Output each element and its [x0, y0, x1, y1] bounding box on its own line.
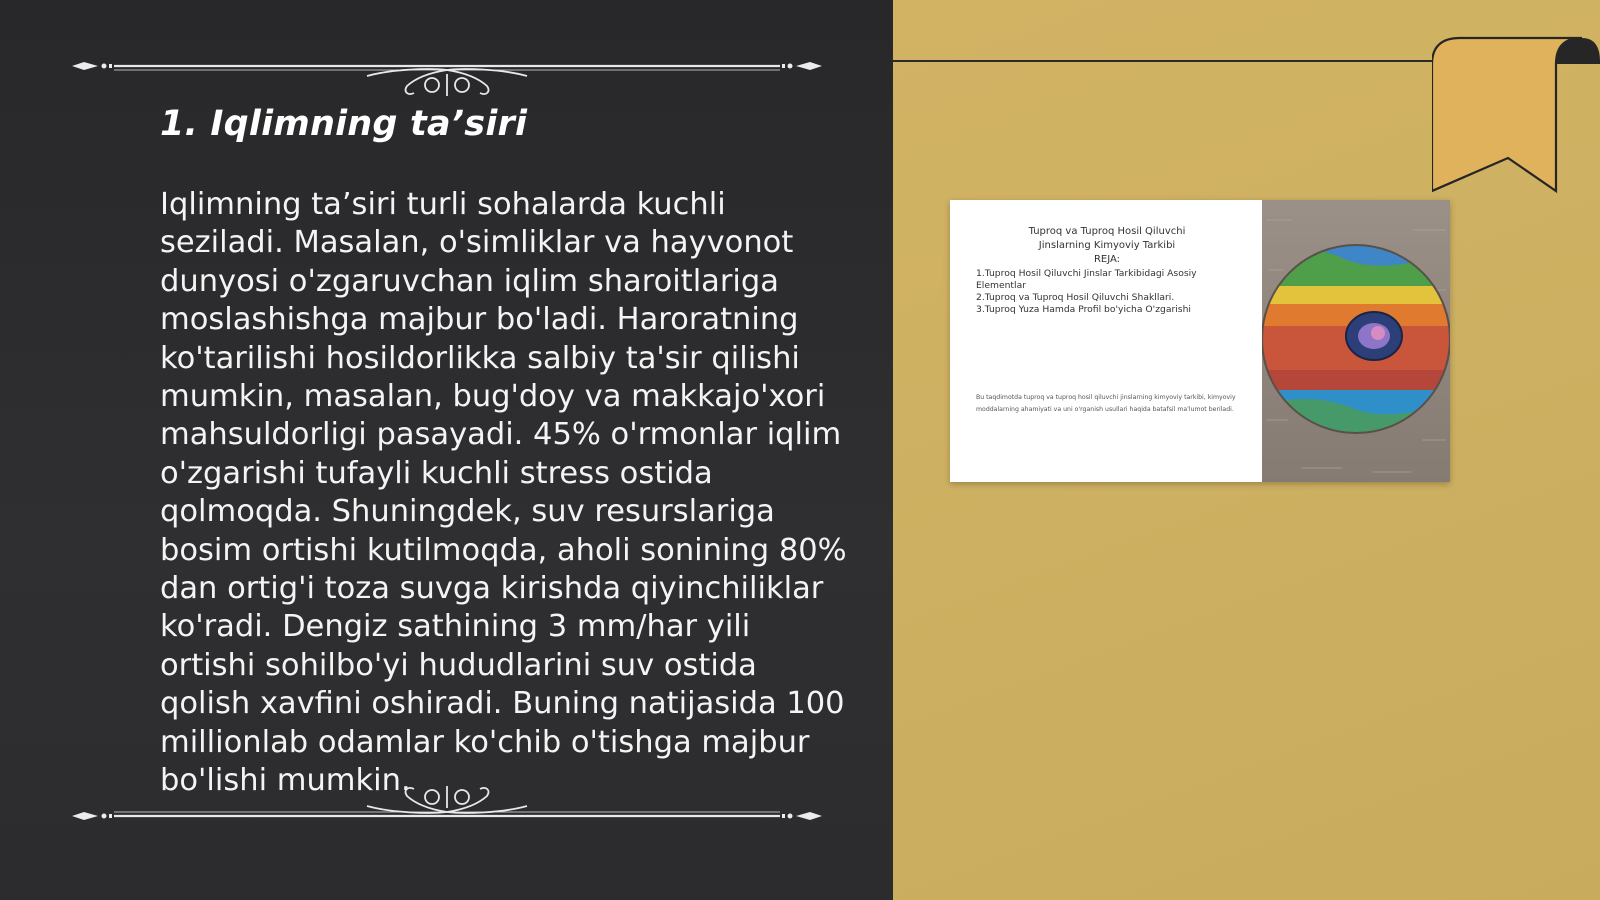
thumbnail-plan-item-1: 1.Tuproq Hosil Qiluvchi Jinslar Tarkibidagi Asosiy Elementlar [976, 268, 1197, 291]
bookmark-ribbon-icon [1432, 34, 1600, 202]
decor-horizontal-line [893, 60, 1438, 62]
earth-soil-layers-illustration [1262, 200, 1450, 482]
bottom-ornament-divider [62, 774, 832, 834]
thumbnail-plan-item-3: 3.Tuproq Yuza Hamda Profil bo'yicha O'zgarishi [976, 304, 1191, 315]
top-ornament-divider [62, 36, 832, 96]
thumbnail-title-line-1: Tuproq va Tuproq Hosil Qiluvchi [1028, 226, 1186, 237]
thumbnail-text-block [976, 226, 1238, 316]
slide-body-text: Iqlimning ta’siri turli sohalarda kuchli seziladi. Masalan, o'simliklar va hayvonot dunyosi o'zgaruvchan iqlim sharoitlariga moslashishga majbur bo'ladi. Haroratning ko'tarilishi hosildorlikka salbiy ta'sir qilishi mumkin, masalan, bug'doy va makkajo'xori mahsuldorligi pasayadi. 45% o'rmonlar iqlim o'zgarishi tufayli kuchli stress ostida qolmoqda. Shuningdek, suv resurslariga bosim ortishi kutilmoqda, aholi sonining 80% dan ortig'i toza suvga kirishda qiyinchiliklar ko'radi. Dengiz sathining 3 mm/har yili ortishi sohilbo'yi hududlarini suv ostida qolish xavfini oshiradi. Buning natijasida 100 millionlab odamlar ko'chib o'tishga majbur bo'lishi mumkin. [160, 187, 847, 799]
thumbnail-plan-label: REJA: [1093, 254, 1121, 265]
thumbnail-plan-item-2: 2.Tuproq va Tuproq Hosil Qiluvchi Shakllari. [976, 292, 1175, 303]
slide-title: 1. Iqlimning ta’siri [160, 104, 528, 144]
thumbnail-note-text: Bu taqdimotda tuproq va tuproq hosil qiluvchi jinslarning kimyoviy tarkibi, kimyoviy moddalarning ahamiyati va uni o'rganish usullari haqida batafsil ma'lumot beriladi. [976, 394, 1236, 414]
slide-thumbnail-image [950, 200, 1450, 482]
thumbnail-title-line-2: Jinslarning Kimyoviy Tarkibi [1038, 240, 1176, 251]
